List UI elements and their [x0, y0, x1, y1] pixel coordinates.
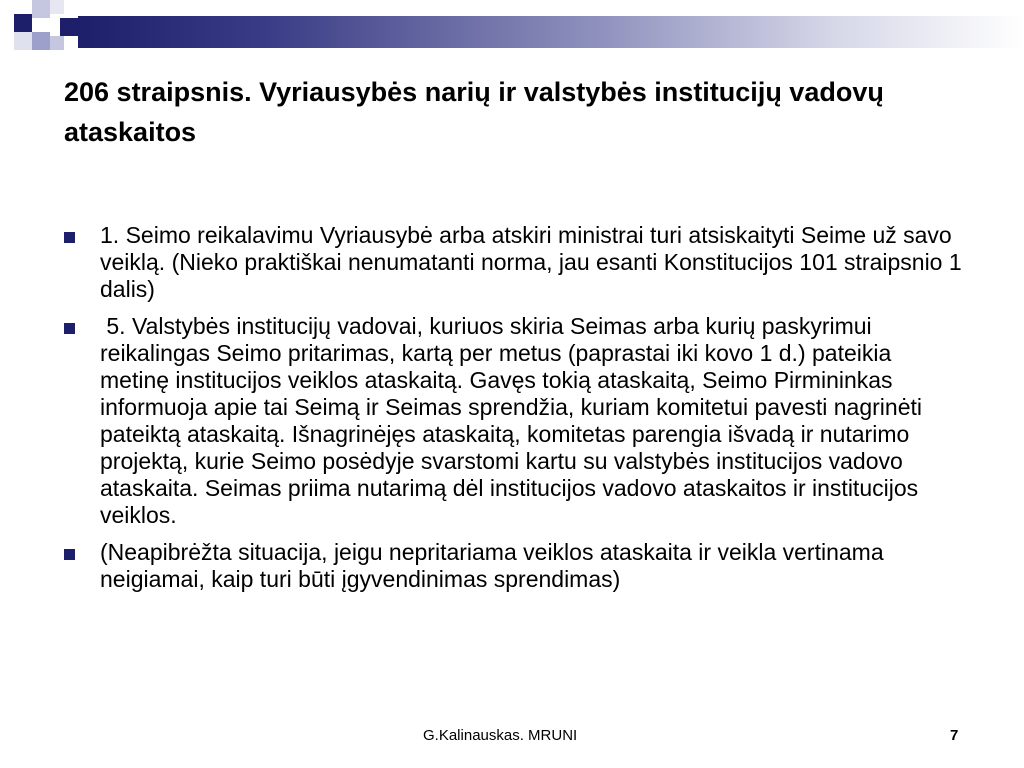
- decor-square: [32, 0, 50, 18]
- square-bullet-icon: [64, 323, 75, 334]
- bullet-item: [64, 222, 964, 303]
- square-bullet-icon: [64, 549, 75, 560]
- bullet-item: [64, 313, 964, 529]
- decor-square: [14, 14, 32, 32]
- decor-square: [50, 36, 64, 50]
- slide-title: 206 straipsnis. Vyriausybės narių ir valstybės institucijų vadovų ataskaitos: [64, 77, 884, 147]
- bullet-list: [64, 222, 964, 603]
- decor-square: [32, 32, 50, 50]
- bullet-text: 5. Valstybės institucijų vadovai, kuriuos skiria Seimas arba kurių paskyrimui reikalingas Seimo pritarimas, kartą per metus (paprastai iki kovo 1 d.) pateikia metinę institucijos veiklos ataskaitą. Gavęs tokią ataskaitą, Seimo Pirmininkas informuoja apie tai Seimą ir Seimas sprendžia, kuriam komitetui pavesti nagrinėti pateiktą ataskaitą. Išnagrinėjęs ataskaitą, komitetas parengia išvadą ir nutarimo projektą, kurie Seimo posėdyje svarstomi kartu su valstybės institucijos vadovo ataskaita. Seimas priima nutarimą dėl institucijos vadovo ataskaitos ir institucijos veiklos.: [100, 313, 929, 528]
- header-gradient-bar: [78, 16, 1024, 48]
- bullet-item: [64, 539, 964, 593]
- page-number: 7: [950, 727, 959, 744]
- bullet-text: (Neapibrėžta situacija, jeigu nepritariama veiklos ataskaita ir veikla vertinama neigiamai, kaip turi būti įgyvendinimas sprendimas): [100, 539, 884, 592]
- footer-author: G.Kalinauskas. MRUNI: [423, 727, 578, 744]
- square-bullet-icon: [64, 232, 75, 243]
- bullet-text: 1. Seimo reikalavimu Vyriausybė arba atskiri ministrai turi atsiskaityti Seime už savo veiklą. (Nieko praktiškai nenumatanti norma, jau esanti Konstitucijos 101 straipsnio 1 dalis): [100, 222, 962, 302]
- decor-square: [14, 32, 32, 50]
- decor-square: [60, 18, 78, 36]
- decor-square: [50, 0, 64, 14]
- header-decoration: [0, 0, 1024, 64]
